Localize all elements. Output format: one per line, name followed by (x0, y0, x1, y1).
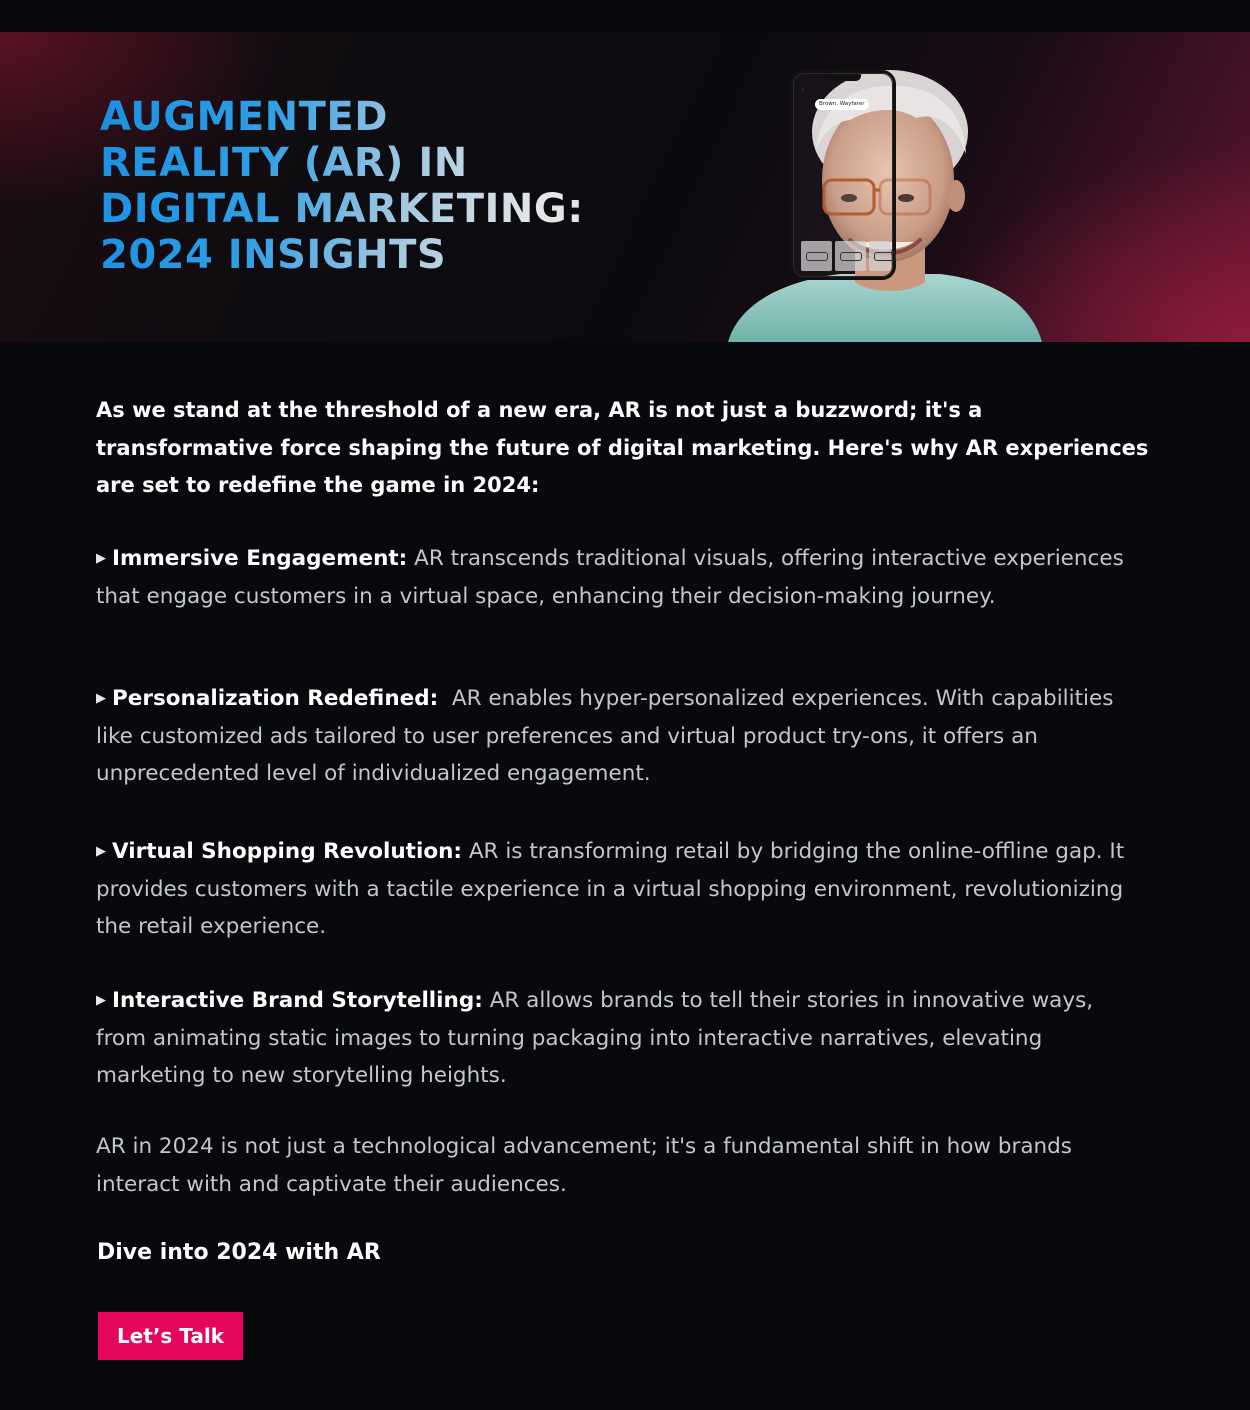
hero-banner (0, 32, 1250, 342)
point-heading: Immersive Engagement: (112, 546, 408, 571)
point-personalization-redefined (96, 680, 1146, 793)
point-virtual-shopping-revolution (96, 833, 1146, 946)
point-immersive-engagement (96, 540, 1146, 615)
hero-title (100, 94, 640, 278)
triangle-bullet-icon: ▶ (96, 691, 106, 706)
intro-section (96, 392, 1156, 505)
point-text: AR transcends traditional visuals, offering interactive experiences that engage customers in a virtual space, enhancing their decision-making journey. (96, 546, 1124, 609)
hero-title-line: 2024 INSIGHTS (100, 232, 447, 278)
hero-title-line: REALITY (AR) IN (100, 140, 468, 186)
glasses-thumbnails (801, 241, 891, 271)
point-heading: Personalization Redefined: (112, 686, 439, 711)
glasses-thumbnail (801, 241, 832, 271)
intro-paragraph: As we stand at the threshold of a new era, AR is not just a buzzword; it's a transformative force shaping the future of digital marketing. Here's why AR experiences are set to redefine the game in 2024: (96, 398, 1149, 497)
product-tag: Brown, Wayfarer (815, 99, 869, 110)
triangle-bullet-icon: ▶ (96, 993, 106, 1008)
back-chevron-icon: ‹ (801, 85, 805, 95)
glasses-thumbnail (835, 241, 866, 271)
hero-title-line: DIGITAL MARKETING: (100, 186, 584, 232)
phone-notch (825, 75, 861, 81)
point-interactive-brand-storytelling (96, 982, 1146, 1095)
closing-paragraph: AR in 2024 is not just a technological advancement; it's a fundamental shift in how brands interact with and captivate their audiences. (96, 1134, 1072, 1197)
hero-title-line: AUGMENTED (100, 94, 388, 140)
phone-mockup (790, 70, 896, 280)
point-text: AR enables hyper-personalized experiences. With capabilities like customized ads tailored to user preferences and virtual product try-ons, it offers an unprecedented level of individualized engagement. (96, 686, 1114, 786)
lets-talk-button[interactable]: Let’s Talk (98, 1312, 243, 1360)
point-text: AR allows brands to tell their stories in innovative ways, from animating static images to turning packaging into interactive narratives, elevating marketing to new storytelling heights. (96, 988, 1094, 1088)
point-heading: Virtual Shopping Revolution: (112, 839, 462, 864)
glasses-thumbnail (869, 241, 891, 271)
triangle-bullet-icon: ▶ (96, 551, 106, 566)
cta-heading: Dive into 2024 with AR (97, 1240, 381, 1265)
point-text: AR is transforming retail by bridging the online-offline gap. It provides customers with a tactile experience in a virtual shopping environment, revolutionizing the retail experience. (96, 839, 1125, 939)
triangle-bullet-icon: ▶ (96, 844, 106, 859)
point-heading: Interactive Brand Storytelling: (112, 988, 483, 1013)
